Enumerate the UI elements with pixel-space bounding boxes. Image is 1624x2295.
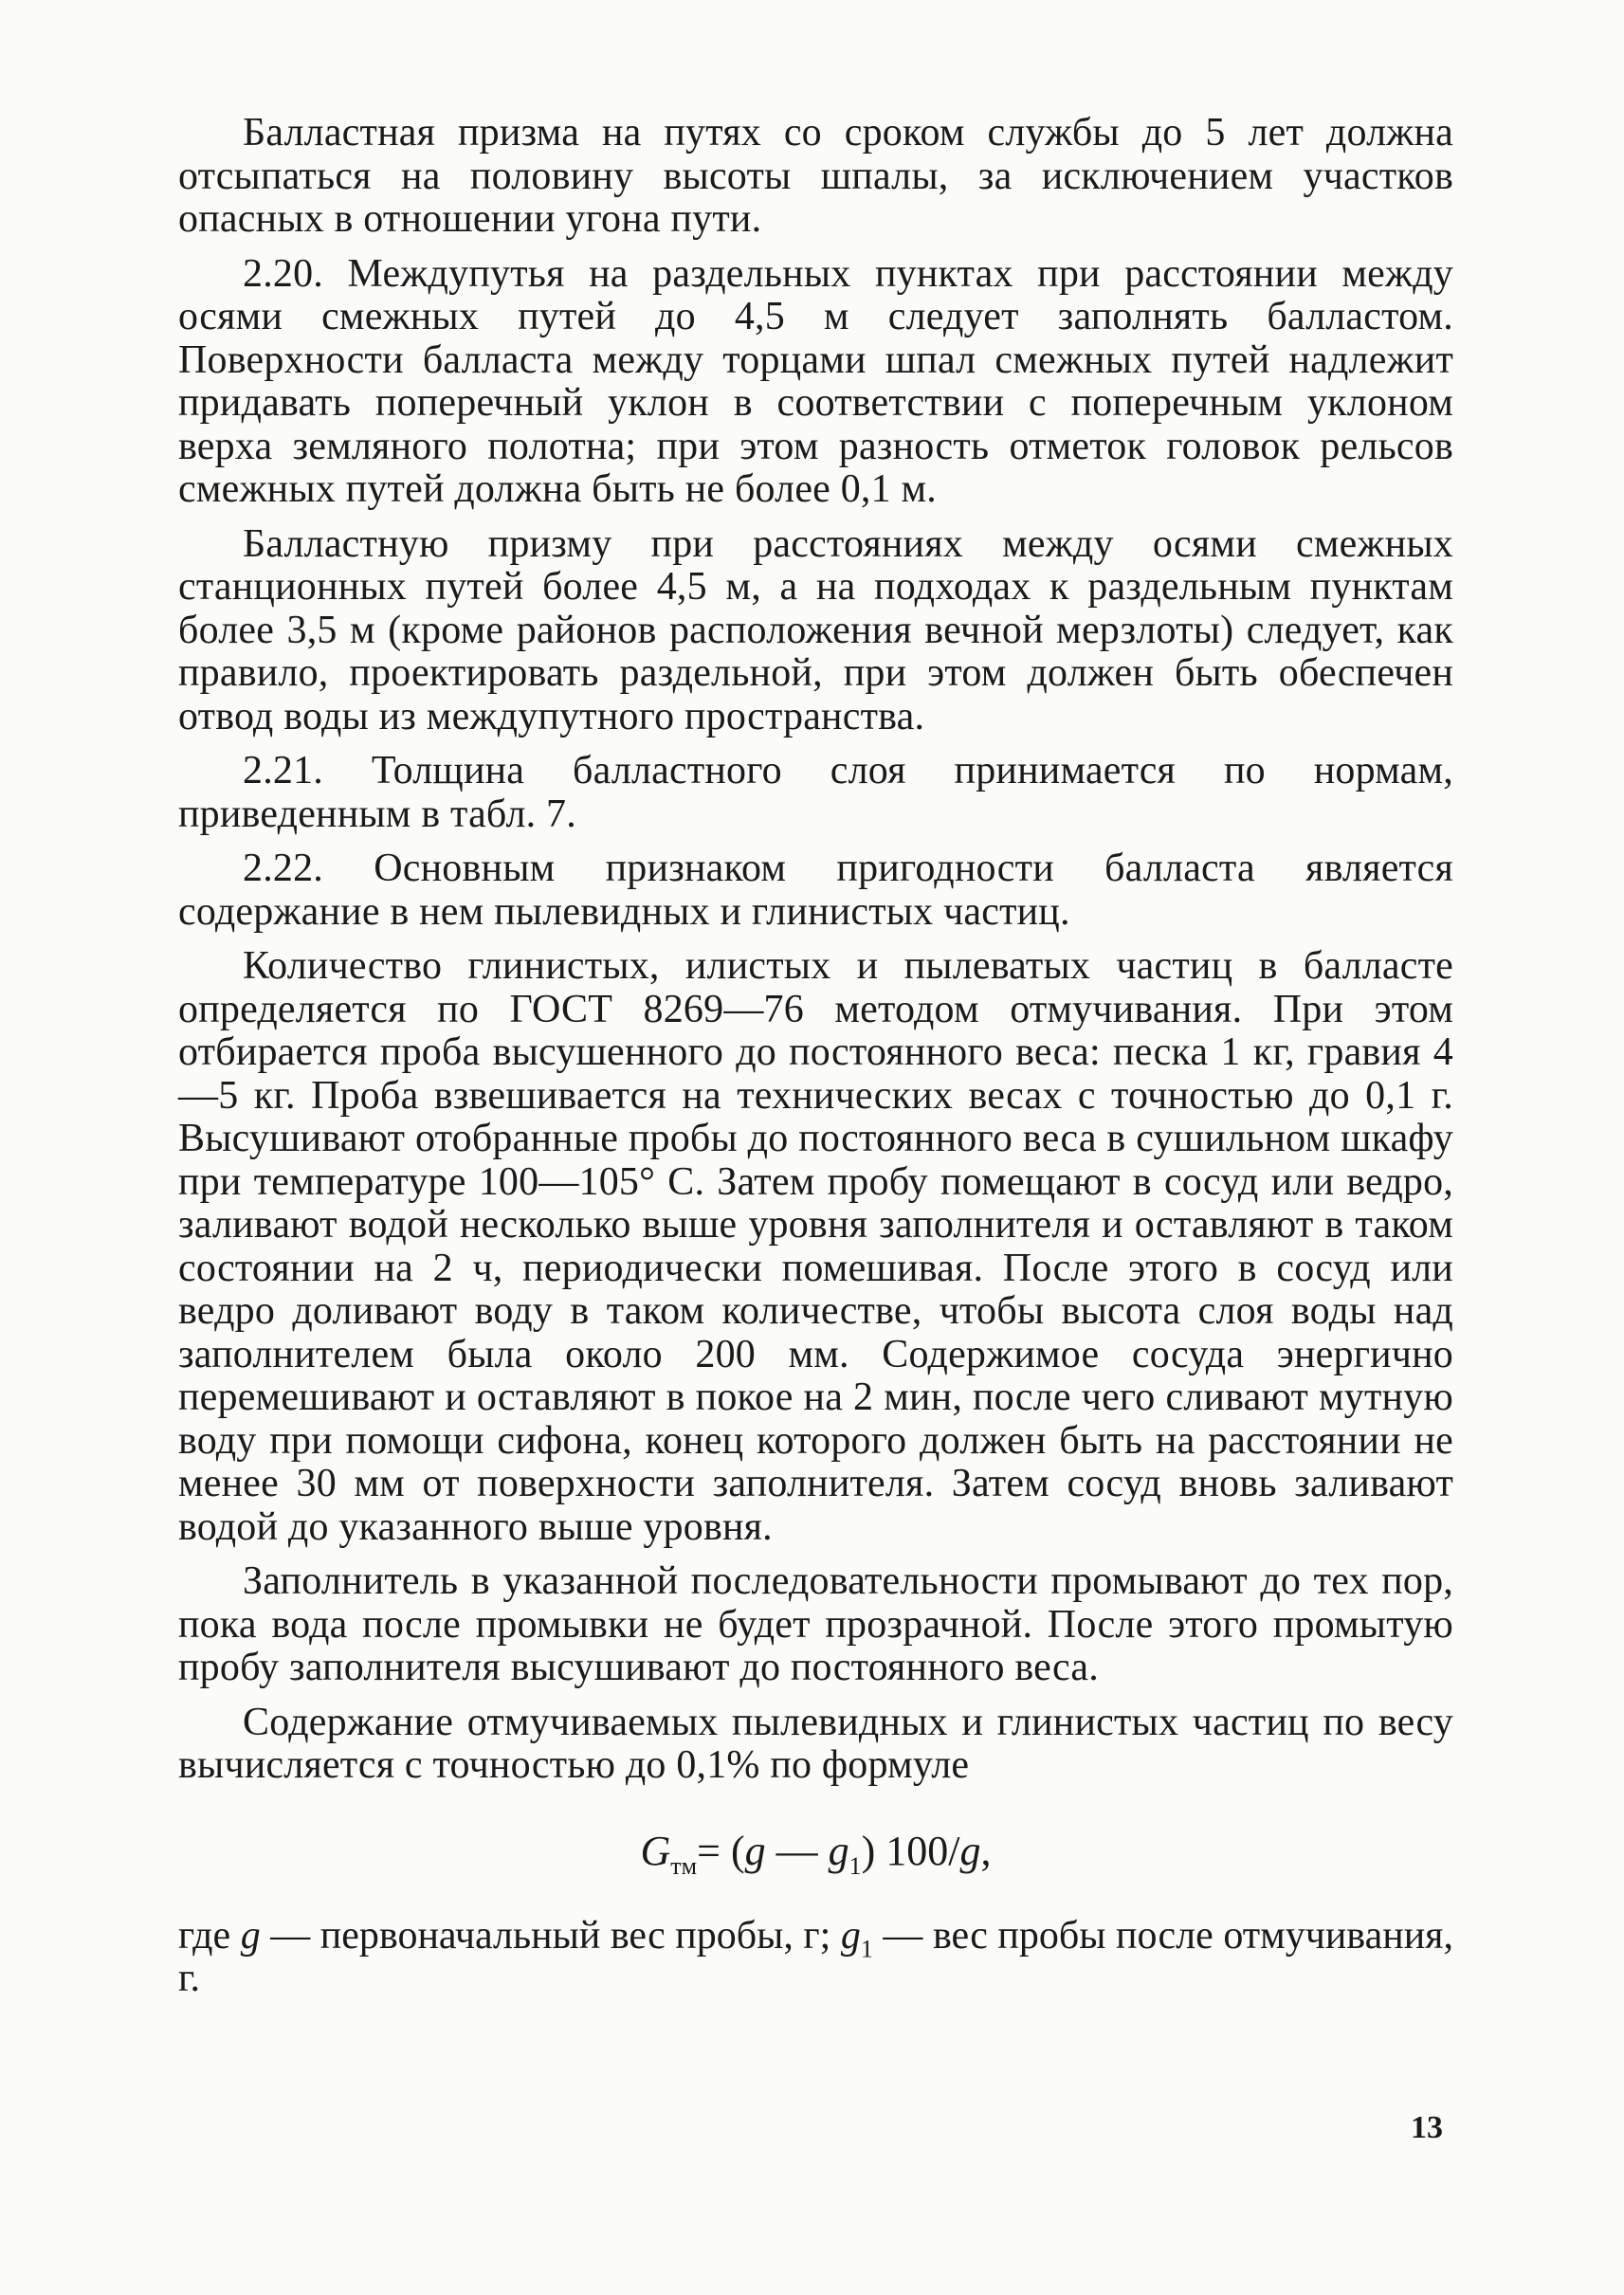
legend-g1-subscript: 1 — [860, 1934, 873, 1962]
paragraph-separate-prism: Балластную призму при расстояниях между осями смежных станционных путей более 4,5 м, а на подходах к раздельным пунктам более 3,5 м (кроме районов расположения вечной мерзлоты) следует, как правило, проектировать раздельной, при этом должен быть обеспечен отвод воды из междупутного пространства. — [178, 521, 1453, 738]
formula-lhs-symbol: G — [640, 1827, 671, 1874]
paragraph-2-21: 2.21. Толщина балластного слоя принимается по нормам, приведенным в табл. 7. — [178, 749, 1453, 836]
formula-comma: , — [980, 1827, 992, 1874]
formula — [178, 1827, 1453, 1880]
paragraph-2-20: 2.20. Междупутья на раздельных пунктах при расстоянии между осями смежных путей до 4,5 м следует заполнять балластом. Поверхности балласта между торцами шпал смежных путей надлежит придавать поперечный уклон в соответствии с поперечным уклоном верха земляного полотна; при этом разность отметок головок рельсов смежных путей должна быть не более 0,1 м. — [178, 251, 1453, 511]
formula-g1-symbol: g — [828, 1827, 849, 1874]
paragraph-formula-intro: Содержание отмучиваемых пылевидных и глинистых частиц по весу вычисляется с точностью до 0,1% по формуле — [178, 1700, 1453, 1787]
formula-tail: ) 100/ — [861, 1827, 960, 1874]
formula-g-end: g — [959, 1827, 981, 1874]
paragraph-2-22: 2.22. Основным признаком пригодности балласта является содержание в нем пылевидных и глинистых частиц. — [178, 847, 1453, 934]
paragraph-ballast-prism-short-tracks: Балластная призма на путях со сроком службы до 5 лет должна отсыпаться на половину высоты шпалы, за исключением участков опасных в отношении угона пути. — [178, 111, 1453, 241]
legend-g1-symbol: g — [840, 1913, 861, 1958]
formula-minus: — — [765, 1827, 829, 1874]
paragraph-repeat-washing: Заполнитель в указанной последовательности промывают до тех пор, пока вода после промывки не будет прозрачной. После этого промытую пробу заполнителя высушивают до постоянного веса. — [178, 1559, 1453, 1689]
legend-lead: где — [178, 1913, 241, 1958]
legend-g-description: — первоначальный вес пробы, г; — [260, 1913, 841, 1958]
formula-equals: = ( — [697, 1827, 745, 1874]
page-number: 13 — [1411, 2110, 1443, 2145]
paragraph-washing-method: Количество глинистых, илистых и пылеватых частиц в балласте определяется по ГОСТ 8269—76 методом отмучивания. При этом отбирается проба высушенного до постоянного веса: песка 1 кг, гравия 4—5 кг. Проба взвешивается на технических весах с точностью до 0,1 г. Высушивают отобранные пробы до постоянного веса в сушильном шкафу при температуре 100—105° С. Затем пробу помещают в сосуд или ведро, заливают водой несколько выше уровня заполнителя и оставляют в таком состоянии на 2 ч, периодически помешивая. После этого в сосуд или ведро доливают воду в таком количестве, чтобы высота слоя воды над заполнителем была около 200 мм. Содержимое сосуда энергично перемешивают и оставляют в покое на 2 мин, после чего сливают мутную воду при помощи сифона, конец которого должен быть на расстоянии не менее 30 мм от поверхности заполнителя. Затем сосуд вновь заливают водой до указанного выше уровня. — [178, 944, 1453, 1549]
legend-g-symbol: g — [240, 1913, 261, 1958]
formula-g: g — [744, 1827, 766, 1874]
formula-g1-subscript: 1 — [848, 1851, 862, 1880]
formula-legend — [178, 1915, 1453, 2001]
formula-lhs-subscript: тм — [670, 1851, 698, 1880]
body-text — [178, 112, 1453, 2001]
legend-g1-description: — вес пробы после отмучивания, г. — [178, 1913, 1453, 2000]
